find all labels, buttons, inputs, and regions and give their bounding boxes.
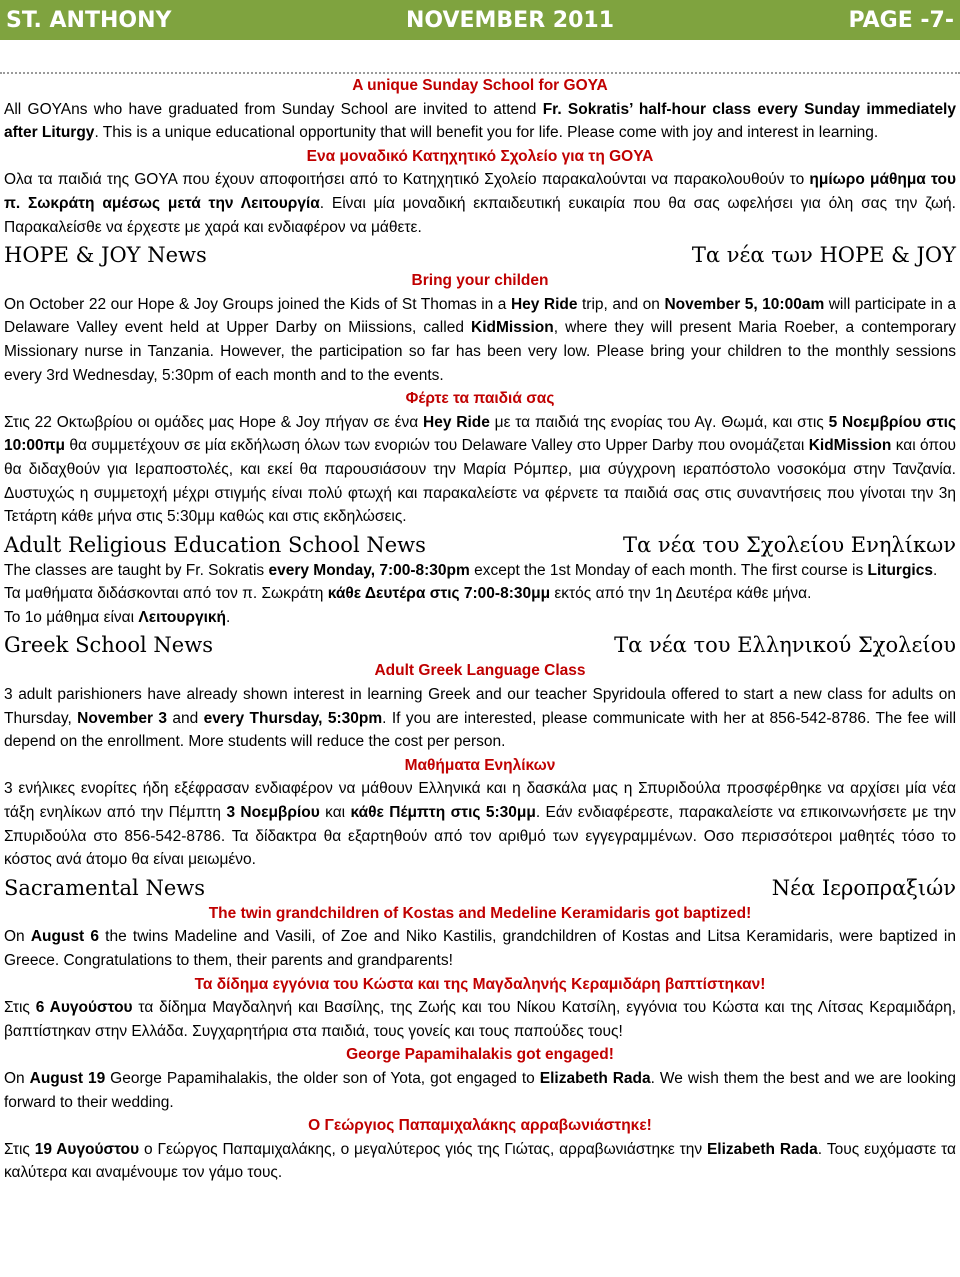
adult-paragraph-en — [4, 559, 956, 583]
text-bold: ημίωρο μάθημα του π. Σωκράτη αμέσως μετά την Λειτουργία — [4, 171, 956, 212]
text: και όπου θα διδαχθούν για Ιεραποστολές, και εκεί θα παρουσιάσουν την Μαρία Ρόμπερ, μια σύγχρονη ιεραπόστολο νοσοκόμα στην Τανζανία. Δυστυχώς η συμμετοχή μέχρι στιγμής είναι πολύ φτωχή και παρακαλείστε να φέρνετε τα παιδιά σας στις συναντήσεις που γίνοται την 3η Τετάρτη κάθε μήνα στις 5:30μμ καθώς και στις εκδηλώσεις. — [4, 437, 956, 526]
text-bold: Fr. Sokratis’ half-hour class every Sunday immediately after Liturgy — [4, 100, 956, 142]
text-bold: Hey Ride — [510, 295, 578, 313]
goya-paragraph-gr — [4, 168, 956, 239]
section-heading-en: Sacramental News — [4, 875, 205, 900]
section-heading-en: Greek School News — [4, 633, 213, 658]
text-bold: November 5, 10:00am — [664, 295, 825, 313]
text: Στις — [4, 1140, 35, 1158]
text-bold: KidMission — [808, 437, 892, 455]
text: . — [226, 608, 231, 626]
text: θα συμμετέχουν σε μία εκδήλωση όλων των ενοριών του Delaware Valley στο Upper Darby που ονομάζεται — [65, 437, 809, 455]
text: . — [932, 561, 938, 579]
text-bold: every Monday, 7:00-8:30pm — [268, 561, 470, 579]
text: με τα παιδιά της ενορίας του Αγ. Θωμά, και στις — [489, 413, 829, 431]
page-content — [0, 74, 960, 1185]
adult-paragraph-gr-2 — [4, 606, 956, 630]
section-heading-en: Adult Religious Education School News — [4, 532, 426, 557]
page-number: PAGE -7- — [848, 7, 954, 33]
text-bold: 6 Αυγούστου — [35, 999, 133, 1017]
text-bold: every Thursday, 5:30pm — [203, 709, 383, 727]
section-heading-gr: Τα νέα του Ελληνικού Σχολείου — [614, 633, 956, 658]
text: , where they will present Maria Roeber, a contemporary Missionary nurse in Tanzania. However, the participation so far has been very low. Please bring your children to the monthly sessions every 3rd Wednesday, 5:30pm of each month and to the events. — [4, 319, 956, 384]
engagement-title-en: George Papamihalakis got engaged! — [346, 1046, 614, 1064]
text: εκτός από την 1η Δευτέρα κάθε μήνα. — [550, 585, 812, 603]
hope-subtitle-en: Bring your childen — [411, 272, 549, 290]
hope-joy-heading — [4, 241, 956, 269]
text: 3 ενήλικες ενορίτες ήδη εξέφρασαν ενδιαφέρον να μάθουν Ελληνικά και η δασκάλα μας η Σπυριδούλα προσφέρθηκε να αρχίσει μία νέα τάξη ενηλίκων από την Πέμπτη — [4, 780, 956, 822]
text-bold: Hey Ride — [423, 413, 490, 431]
text: Στις — [4, 999, 36, 1017]
text: On — [4, 928, 31, 946]
sacramental-heading — [4, 874, 956, 902]
hope-subtitle-gr: Φέρτε τα παιδιά σας — [405, 390, 555, 408]
text: The classes are taught by Fr. Sokratis — [4, 561, 269, 579]
text-bold: Elizabeth Rada — [706, 1140, 818, 1158]
text: and — [167, 709, 204, 727]
text: . We wish them the best and we are looking forward to their wedding. — [4, 1069, 957, 1111]
text: except the 1st Monday of each month. The first course is — [469, 561, 868, 579]
page-header — [0, 0, 960, 40]
adult-education-heading — [4, 531, 956, 559]
text-bold: Λειτουργική — [138, 608, 226, 626]
text-bold: 19 Αυγούστου — [34, 1140, 140, 1158]
text: George Papamihalakis, the older son of Yota, got engaged to — [105, 1069, 540, 1087]
newsletter-name: ST. ANTHONY — [6, 7, 172, 33]
text-bold: Elizabeth Rada — [539, 1069, 651, 1087]
greek-paragraph-en — [4, 683, 956, 754]
text: All GOYAns who have graduated from Sunday School are invited to attend — [4, 100, 543, 118]
text: . This is a unique educational opportunity that will benefit you for life. Please come with joy and interest in learning. — [94, 124, 879, 142]
goya-paragraph-en — [4, 98, 956, 145]
text-bold: KidMission — [471, 319, 554, 337]
text: Στις 22 Οκτωβρίου οι ομάδες μας Hope & Joy πήγαν σε ένα — [4, 413, 424, 431]
baptism-title-gr: Τα δίδημα εγγόνια του Κώστα και της Μαγδαληνής Κεραμιδάρη βαπτίστηκαν! — [194, 975, 766, 993]
text: Ολα τα παιδιά της GOYA που έχουν αποφοιτήσει από το Κατηχητικό Σχολείο παρακαλούνται να παρακολουθούν το — [4, 171, 810, 189]
goya-title-gr: Ενα μοναδικό Κατηχητικό Σχολείο για τη GOYA — [306, 147, 654, 165]
text: ο Γεώργος Παπαμιχαλάκης, ο μεγαλύτερος γιός της Γιώτας, αρραβωνιάστηκε την — [139, 1140, 707, 1158]
text: Τα μαθήματα διδάσκονται από τον π. Σωκράτη — [4, 585, 328, 603]
adult-paragraph-gr — [4, 582, 956, 606]
greek-paragraph-gr — [4, 777, 956, 871]
text: . Τους ευχόμαστε τα καλύτερα και αναμένουμε τον γάμο τους. — [4, 1140, 957, 1182]
engagement-paragraph-en — [4, 1067, 956, 1114]
greek-school-heading — [4, 631, 956, 659]
text-bold: 5 Νοεμβρίου στις 10:00πμ — [4, 413, 956, 455]
hope-paragraph-en — [4, 293, 956, 387]
text: Το 1ο μάθημα είναι — [4, 608, 139, 626]
section-heading-en: HOPE & JOY News — [4, 243, 207, 268]
section-heading-gr: Νέα Ιεροπραξιών — [771, 875, 956, 900]
text-bold: κάθε Πέμπτη στις 5:30μμ — [350, 804, 536, 822]
issue-date: NOVEMBER 2011 — [405, 7, 615, 33]
greek-subtitle-en: Adult Greek Language Class — [374, 662, 586, 680]
baptism-paragraph-en — [4, 925, 956, 972]
text: . Εάν ενδιαφέρεστε, παρακαλείστε να επικοινωνήσετε με την Σπυριδούλα στο 856-542-8786. Τα δίδακτρα θα εξαρτηθούν από τον αριθμό των εγγεγραμμένων. Οσο περισσότεροι μαθητές τόσο το κόστος ανά άτομο θα είναι μειωμένο. — [4, 804, 956, 869]
text: will participate in a Delaware Valley event held at Upper Darby on Miissions, called — [4, 295, 956, 337]
text: On — [4, 1069, 30, 1087]
section-heading-gr: Τα νέα του Σχολείου Ενηλίκων — [622, 532, 956, 557]
text: 3 adult parishioners have already shown interest in learning Greek and our teacher Spyridoula offered to start a new class for adults on Thursday, — [4, 686, 956, 727]
greek-subtitle-gr: Μαθήματα Ενηλίκων — [404, 756, 556, 774]
text-bold: κάθε Δευτέρα στις 7:00-8:30μμ — [327, 585, 551, 603]
text-bold: August 19 — [29, 1069, 106, 1087]
text-bold: November 3 — [77, 709, 167, 727]
engagement-title-gr: Ο Γεώργιος Παπαμιχαλάκης αρραβωνιάστηκε! — [308, 1117, 652, 1135]
baptism-title-en: The twin grandchildren of Kostas and Medeline Keramidaris got baptized! — [208, 904, 752, 922]
text: και — [319, 804, 351, 822]
baptism-paragraph-gr — [4, 996, 956, 1043]
engagement-paragraph-gr — [4, 1138, 956, 1185]
text-bold: 3 Νοεμβρίου — [226, 804, 320, 822]
text: the twins Madeline and Vasili, of Zoe and Niko Kastilis, grandchildren of Kostas and Litsa Keramidaris, were baptized in Greece. Congratulations to them, their parents and grandparents! — [4, 928, 956, 969]
text: On October 22 our Hope & Joy Groups joined the Kids of St Thomas in a — [4, 295, 511, 313]
text-bold: Liturgics — [867, 561, 933, 579]
hope-paragraph-gr — [4, 411, 956, 529]
text: . If you are interested, please communicate with her at 856-542-8786. The fee will depend on the enrollment. More students will reduce the cost per person. — [4, 709, 957, 751]
text-bold: August 6 — [30, 928, 100, 946]
text: . Είναι μία μοναδική εκπαιδευτική ευκαιρία που θα σας ωφελήσει για όλη σας την ζωή. Παρακαλείσθε να έρχεστε με χαρά και ενδιαφέρον να μάθετε. — [4, 194, 956, 236]
text: trip, and on — [577, 295, 665, 313]
goya-title-en: A unique Sunday School for GOYA — [352, 77, 608, 94]
section-heading-gr: Τα νέα των HOPE & JOY — [691, 243, 956, 268]
text: τα δίδημα Μαγδαληνή και Βασίλης, της Ζωής και του Νίκου Κατσίλη, εγγόνια του Κώστα και της Λίτσας Κεραμιδάρη, βαπτίστηκαν στην Ελλάδα. Συγχαρητήρια στα παιδιά, τους γονείς και τους παπούδες τους! — [4, 999, 956, 1040]
